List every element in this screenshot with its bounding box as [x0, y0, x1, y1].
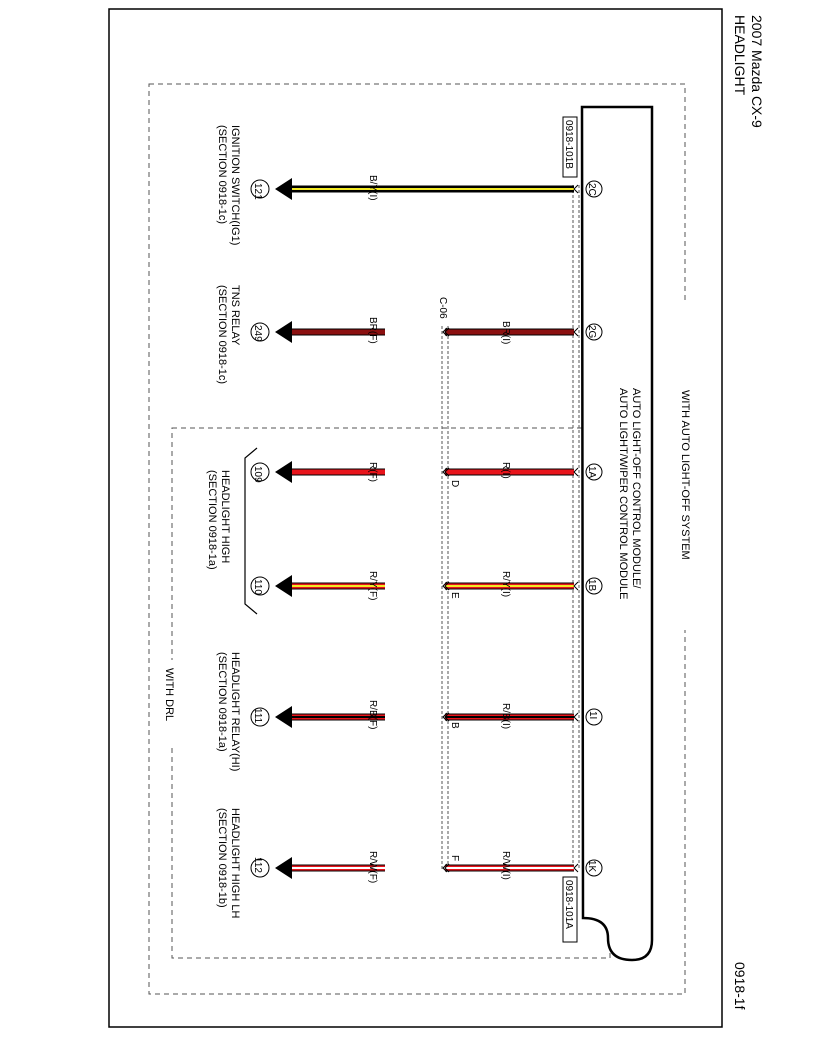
wire-color-label: R/W(I) [500, 851, 511, 880]
inner-frame-label: WITH DRL [163, 668, 175, 722]
pin-label: 2G [586, 325, 597, 339]
system-title: HEADLIGHT [732, 15, 748, 96]
junction-label: D [449, 480, 460, 488]
destination-label: TNS RELAY [229, 285, 241, 346]
connector-mark [574, 864, 578, 872]
module-name-line1: AUTO LIGHT-OFF CONTROL MODULE/ [630, 388, 642, 589]
page-code: 0918-1f [732, 962, 748, 1010]
connector-mark [574, 582, 578, 590]
connector-mark [574, 468, 578, 476]
reference-number: 110 [252, 579, 263, 595]
reference-number: 121 [252, 183, 263, 200]
wires-group [251, 178, 602, 879]
pin-label: 2C [586, 183, 597, 196]
wire-color-label: R/W(F) [367, 851, 378, 884]
pin-label: 1A [586, 466, 597, 479]
module-name-line2: AUTO LIGHT/WIPER CONTROL MODULE [617, 388, 629, 600]
reference-number: 112 [252, 857, 263, 873]
connector-mark [574, 328, 578, 336]
wire-arrow [275, 178, 292, 200]
junction-label: E [449, 592, 460, 599]
destination-section: (SECTION 0918-1a) [216, 652, 228, 752]
connector-bottom-label: 0918-101A [563, 880, 574, 929]
wire-color-label: R(I) [500, 462, 511, 479]
wire-color-label: B/Y(I) [367, 175, 378, 201]
connector-mark [574, 185, 578, 193]
connector-mark [574, 713, 578, 721]
destination-label: HEADLIGHT RELAY(HI) [229, 652, 241, 772]
outer-frame-label: WITH AUTO LIGHT-OFF SYSTEM [679, 390, 691, 560]
wire-arrow [275, 857, 292, 879]
wire-arrow [275, 575, 292, 597]
destination-section: (SECTION 0918-1a) [206, 470, 218, 570]
destination-label: IGNITION SWITCH(IG1) [229, 125, 241, 246]
vehicle-title: 2007 Mazda CX-9 [749, 15, 765, 128]
destination-label: HEADLIGHT HIGH LH [229, 808, 241, 919]
destination-section: (SECTION 0918-1c) [216, 125, 228, 225]
reference-number: 111 [252, 708, 263, 724]
pin-label: 1B [586, 579, 597, 592]
connector-top-label: 0918-101B [563, 120, 574, 169]
pin-label: 1I [587, 711, 598, 720]
wire-color-label: R/Y(I) [500, 571, 511, 598]
reference-number: 109 [252, 466, 263, 483]
wire-arrow [275, 321, 292, 343]
junction-label: F [449, 855, 460, 862]
wire-arrow [275, 706, 292, 728]
junction-label: B [449, 722, 460, 729]
wire-arrow [275, 461, 292, 483]
circuit-labels [206, 125, 598, 918]
pin-label: 1K [586, 860, 597, 873]
splice-connector-label: C-06 [437, 297, 448, 319]
destination-section: (SECTION 0918-1c) [216, 285, 228, 385]
wire-color-label: R/B(I) [500, 703, 511, 730]
reference-number: 249 [252, 325, 263, 342]
wire-color-label: R(F) [367, 462, 378, 482]
wire-color-label: BR(F) [367, 317, 378, 344]
destination-section: (SECTION 0918-1b) [216, 808, 228, 908]
destination-label: HEADLIGHT HIGH [219, 470, 231, 564]
wire-color-label: R/B(F) [367, 700, 378, 730]
wire-color-label: BR(I) [500, 321, 511, 345]
wire-color-label: R/Y(F) [367, 571, 378, 601]
